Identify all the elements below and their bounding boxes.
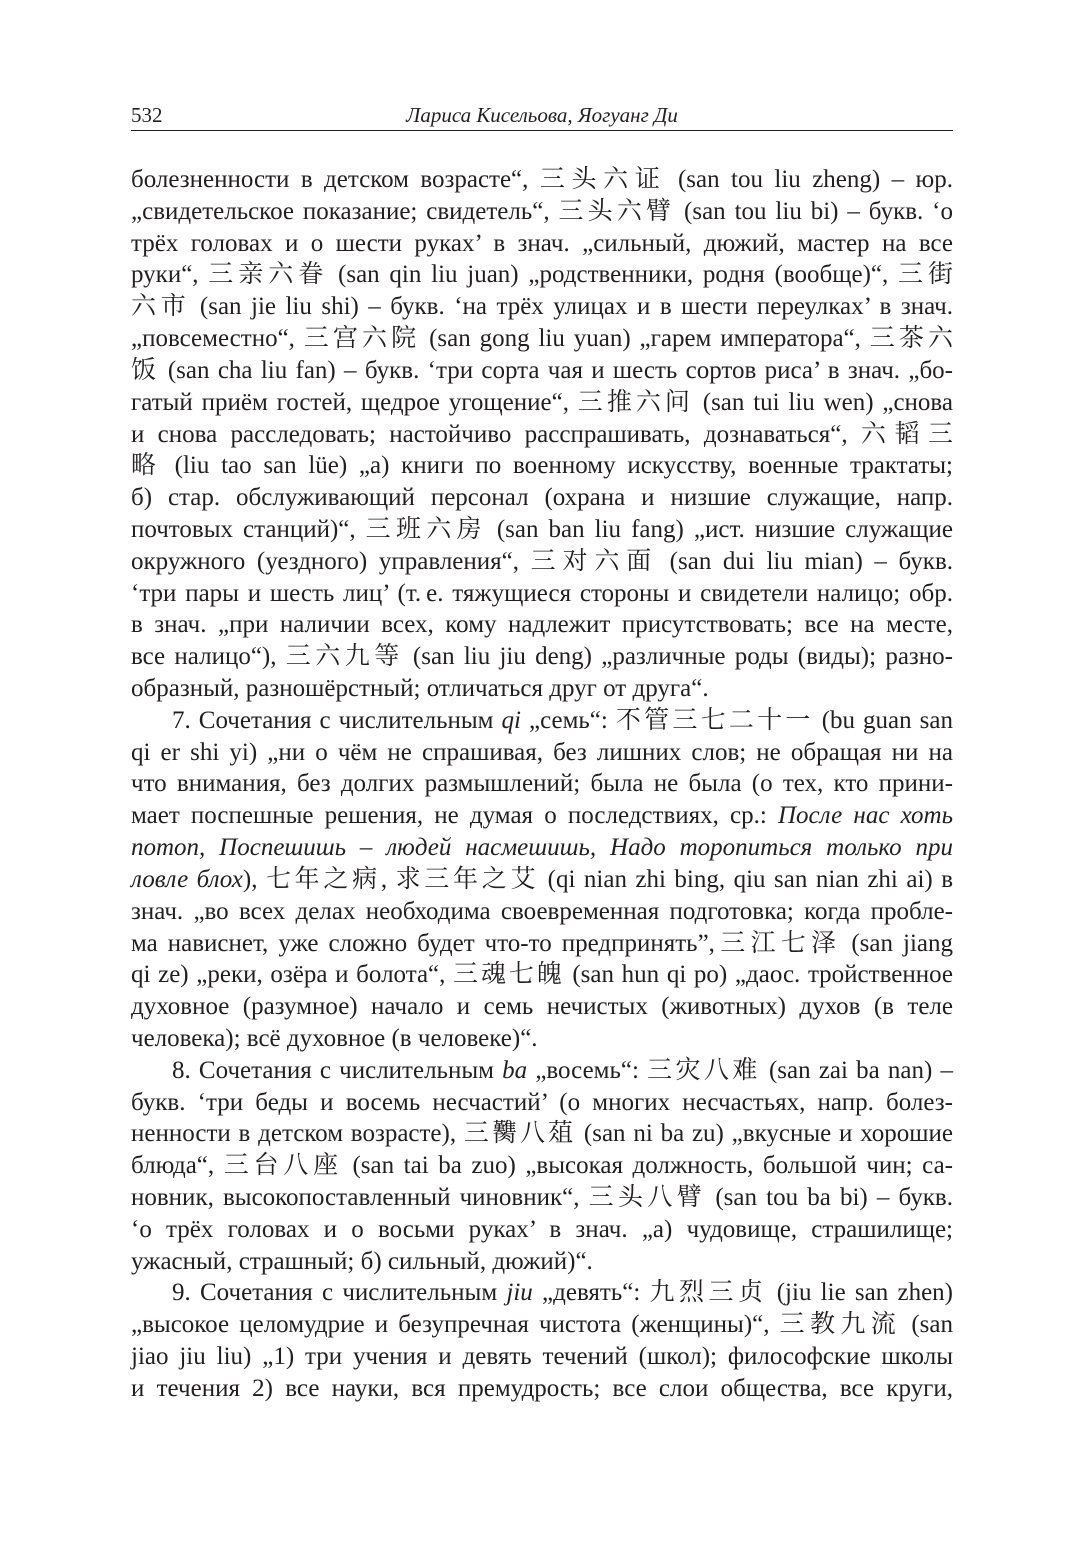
text-line (131, 673, 953, 705)
text-segment: 六市 (san jie liu shi) – букв. ‘на трёх улицах и в шести переулках’ в знач. (131, 293, 953, 321)
text-line (131, 1309, 953, 1341)
text-line (131, 164, 953, 196)
text-line (131, 228, 953, 260)
text-segment: ма нависнет, уже сложно будет что-то предпринять”,三江七泽 (san jiang (131, 929, 953, 957)
text-segment: ‘три пары и шесть лиц’ (т. е. тяжущиеся стороны и свидетели налицо; обр. (131, 579, 953, 607)
text-segment: почтовых станций)“, 三班六房 (san ban liu fang) „ист. низшие служащие (131, 515, 953, 543)
text-line (131, 419, 953, 451)
italic-segment: ловле блох (131, 865, 243, 893)
text-line (131, 864, 953, 896)
text-segment: руки“, 三亲六眷 (san qin liu juan) „родственники, родня (вообще)“, 三街 (131, 261, 953, 289)
text-line (131, 514, 953, 546)
text-line (131, 1341, 953, 1373)
italic-segment: После нас хоть (778, 802, 953, 830)
text-segment: jiao jiu liu) „1) три учения и девять течений (школ); философские школы (131, 1343, 953, 1371)
text-line (131, 259, 953, 291)
paragraph (131, 705, 953, 1055)
text-line (131, 482, 953, 514)
text-segment: все налицо“), 三六九等 (san liu jiu deng) „различные роды (виды); разно- (131, 643, 953, 671)
text-segment: „восемь“: 三灾八难 (san zai ba nan) – (527, 1056, 953, 1084)
text-segment: образный, разношёрстный; отличаться друг от друга“. (131, 675, 709, 702)
paragraph (131, 164, 953, 705)
text-line (131, 323, 953, 355)
text-segment: „семь“: 不管三七二十一 (bu guan san (520, 706, 953, 734)
text-segment: человека); всё духовное (в человеке)“. (131, 1024, 538, 1052)
text-line (131, 641, 953, 673)
page-number: 532 (131, 103, 163, 127)
text-line (131, 387, 953, 419)
text-segment: qi er shi yi) „ни о чём не спрашивая, без лишних слов; не обращая ни на (131, 738, 953, 766)
text-segment: окружного (уездного) управления“, 三对六面 (san dui liu mian) – букв. (131, 547, 953, 575)
text-segment: трёх головах и о шести руках’ в знач. „сильный, дюжий, мастер на все (131, 229, 953, 257)
text-segment: 7. Сочетания с числительным (172, 706, 502, 734)
text-segment: в знач. „при наличии всех, кому надлежит присутствовать; все на месте, (131, 611, 953, 639)
italic-segment: потоп, Поспешишь – людей насмешишь, Надо торопиться только при (131, 834, 953, 862)
body-text (131, 164, 953, 1405)
text-line (131, 1373, 953, 1405)
text-line (131, 1087, 953, 1119)
text-segment: и течения 2) все науки, вся премудрость; все слои общества, все круги, (131, 1374, 953, 1402)
text-line (131, 959, 953, 991)
running-title: Лариса Кисельова, Яогуанг Ди (406, 103, 678, 127)
text-segment: и снова расследовать; настойчиво расспрашивать, дознаваться“, 六韬三 (131, 420, 953, 448)
text-segment: гатый приём гостей, щедрое угощение“, 三推六问 (san tui liu wen) „снова (131, 388, 953, 416)
text-segment: „свидетельское показание; свидетель“, 三头六臂 (san tou liu bi) – букв. ‘о (131, 197, 953, 225)
text-line (131, 991, 953, 1023)
text-line (131, 800, 953, 832)
text-line (131, 609, 953, 641)
text-segment: букв. ‘три беды и восемь несчастий’ (о многих несчастьях, напр. болез- (131, 1088, 953, 1116)
text-segment: новник, высокопоставленный чиновник“, 三头八臂 (san tou ba bi) – букв. (131, 1184, 953, 1211)
text-line (131, 291, 953, 323)
italic-term: jiu (506, 1279, 533, 1307)
text-segment: болезненности в детском возрасте“, 三头六证 (san tou liu zheng) – юр. (131, 166, 953, 193)
text-line (131, 896, 953, 928)
text-segment: ненности в детском возрасте), 三臡八葅 (san ni ba zu) „вкусные и хорошие (131, 1120, 953, 1148)
paragraph (131, 1277, 953, 1404)
text-line (131, 1023, 953, 1055)
text-segment: блюда“, 三台八座 (san tai ba zuo) „высокая должность, большой чин; са- (131, 1152, 953, 1180)
text-segment: ), 七年之病, 求三年之艾 (qi nian zhi bing, qiu san nian zhi ai) в (242, 865, 953, 893)
italic-term: ba (502, 1056, 528, 1084)
text-line (131, 1150, 953, 1182)
text-line (131, 546, 953, 578)
header-rule (131, 130, 953, 131)
text-segment: qi ze) „реки, озёра и болота“, 三魂七魄 (san hun qi po) „даос. тройственное (131, 961, 953, 989)
text-line (131, 355, 953, 387)
text-line (131, 1246, 953, 1278)
text-segment: „высокое целомудрие и безупречная чистота (женщины)“, 三教九流 (san (131, 1311, 953, 1339)
text-line (131, 450, 953, 482)
text-segment: 略 (liu tao san lüe) „а) книги по военному искусству, военные трактаты; (131, 452, 953, 480)
running-header (131, 101, 953, 130)
text-line (131, 1055, 953, 1087)
text-segment: что внимания, без долгих размышлений; была не была (о тех, кто прини- (131, 770, 953, 798)
text-segment: ужасный, страшный; б) сильный, дюжий)“. (131, 1247, 593, 1275)
paragraph (131, 1055, 953, 1278)
text-segment: ‘о трёх головах и о восьми руках’ в знач. „а) чудовище, страшилище; (131, 1215, 953, 1243)
text-line (131, 1214, 953, 1246)
text-line (131, 705, 953, 737)
text-segment: мает поспешные решения, не думая о последствиях, ср.: (131, 802, 778, 830)
text-segment: 9. Сочетания с числительным (172, 1279, 507, 1307)
text-line (131, 928, 953, 960)
italic-term: qi (501, 706, 521, 734)
text-segment: духовное (разумное) начало и семь нечистых (животных) духов (в теле (131, 993, 953, 1021)
text-segment: б) стар. обслуживающий персонал (охрана и низшие служащие, напр. (131, 484, 953, 512)
text-line (131, 1277, 953, 1309)
text-segment: 饭 (san cha liu fan) – букв. ‘три сорта чая и шесть сортов риса’ в знач. „бо- (131, 356, 953, 384)
text-line (131, 196, 953, 228)
text-line (131, 832, 953, 864)
text-segment: „девять“: 九烈三贞 (jiu lie san zhen) (532, 1279, 953, 1307)
text-line (131, 578, 953, 610)
text-segment: знач. „во всех делах необходима своевременная подготовка; когда пробле- (131, 897, 953, 925)
text-line (131, 768, 953, 800)
text-line (131, 1182, 953, 1214)
text-segment: „повсеместно“, 三宫六院 (san gong liu yuan) „гарем императора“, 三茶六 (131, 325, 953, 353)
text-line (131, 1118, 953, 1150)
text-segment: 8. Сочетания с числительным (172, 1056, 503, 1084)
text-line (131, 737, 953, 769)
